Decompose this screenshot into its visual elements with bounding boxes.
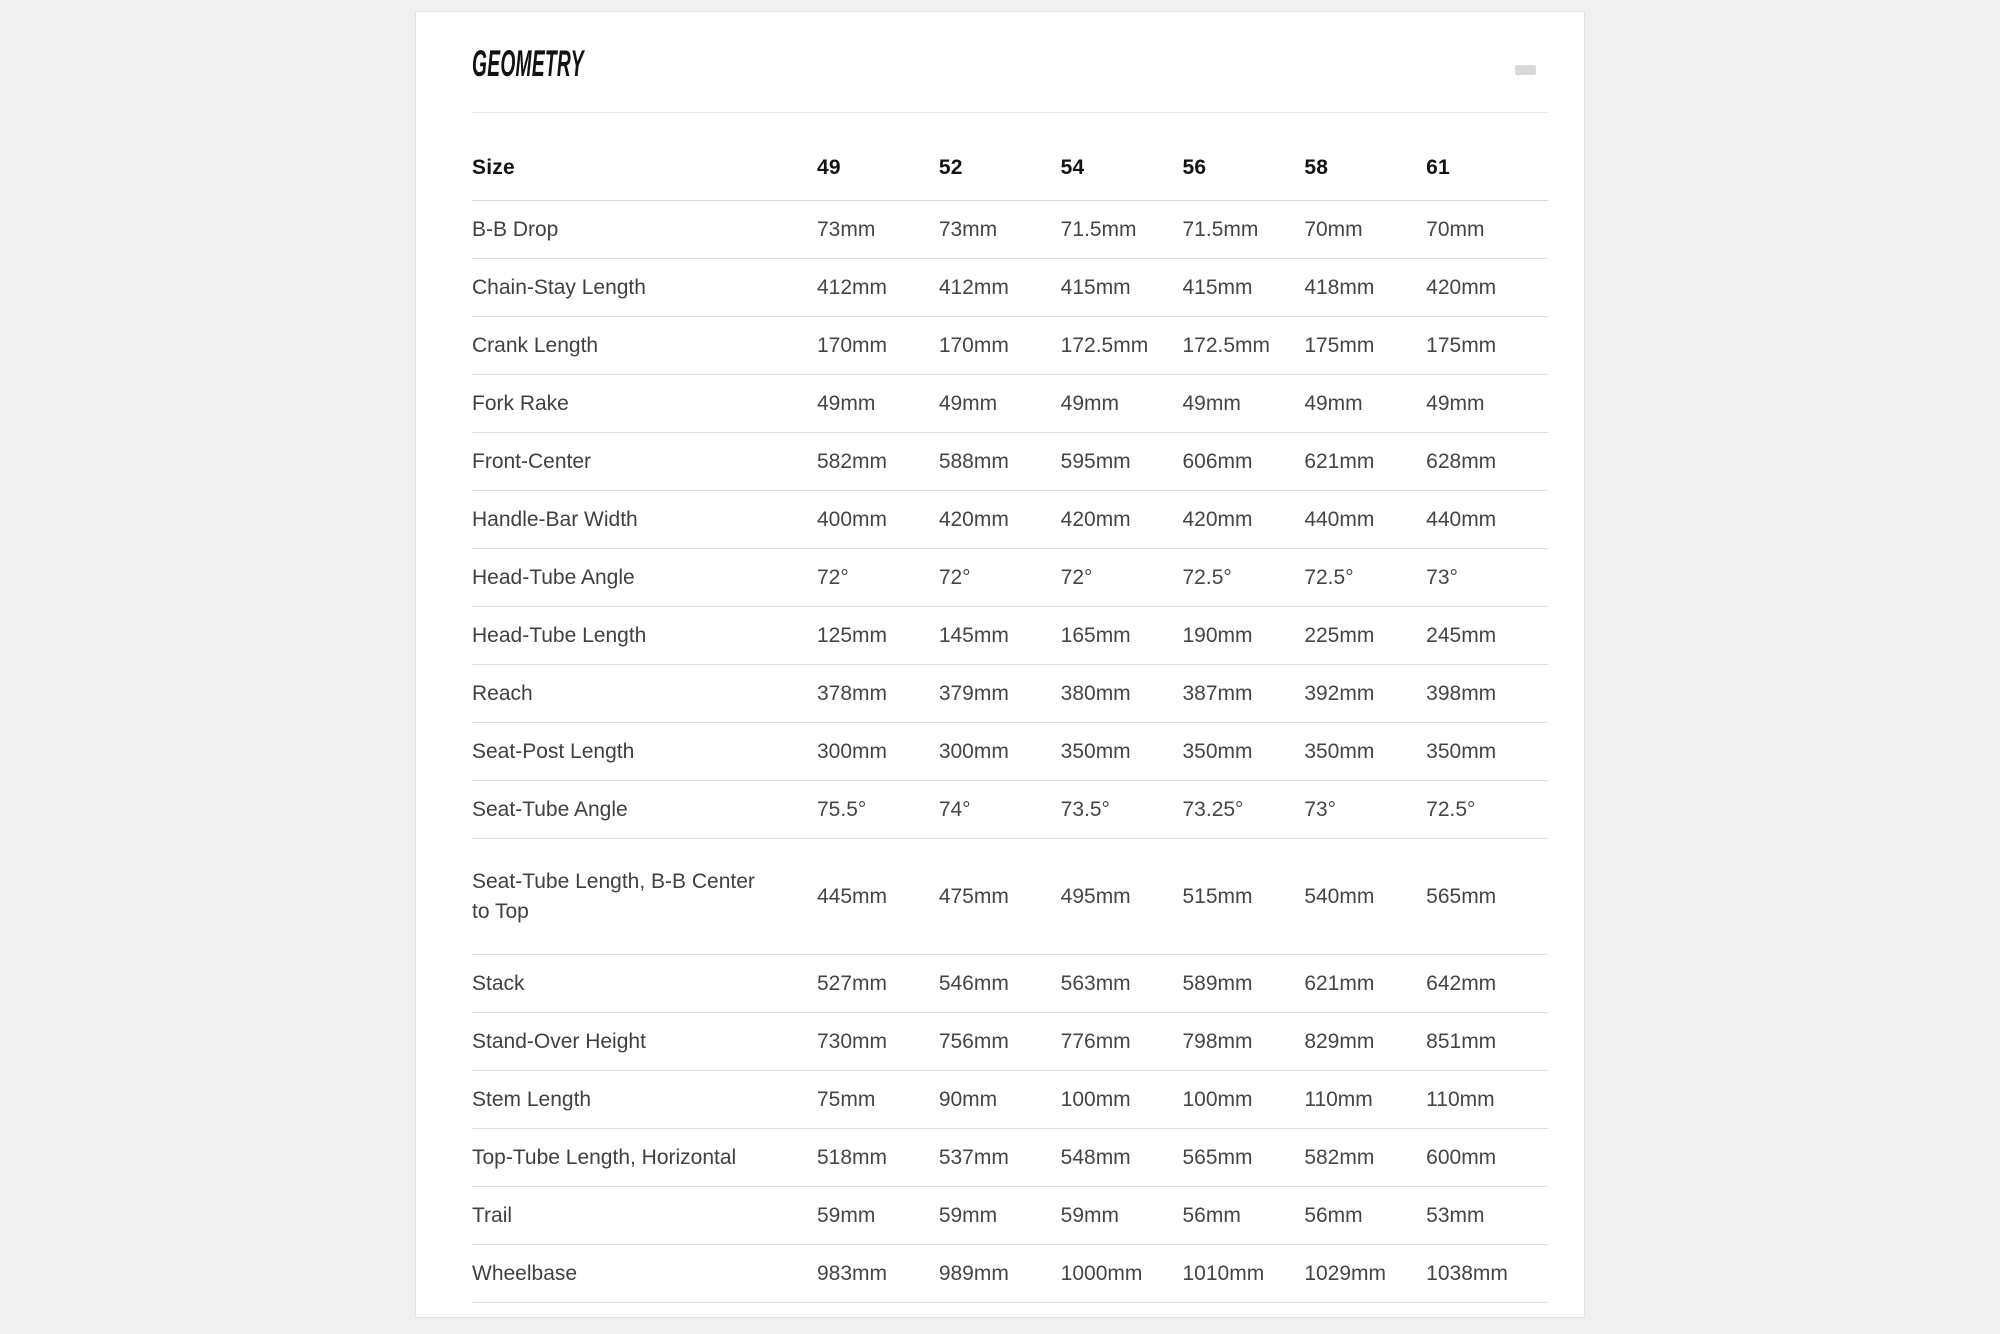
table-row [472, 1013, 1548, 1071]
cell-value: 72.5° [1426, 797, 1476, 821]
table-row [472, 723, 1548, 781]
cell-value: 989mm [938, 1261, 1009, 1285]
cell-value: 589mm [1182, 971, 1253, 995]
cell-value: 565mm [1182, 1145, 1253, 1169]
table-row [472, 607, 1548, 665]
cell-value: 172.5mm [1060, 333, 1149, 357]
table-row [472, 549, 1548, 607]
card-header [472, 12, 1548, 113]
cell-value: 1029mm [1304, 1261, 1387, 1285]
geometry-table [472, 113, 1548, 1303]
cell-value: 415mm [1182, 275, 1253, 299]
cell-value: 245mm [1426, 623, 1497, 647]
table-row [472, 839, 1548, 955]
column-header-size-value: 56 [1182, 156, 1207, 179]
cell-value: 378mm [817, 681, 888, 705]
cell-value: 445mm [817, 884, 888, 908]
cell-value: 379mm [938, 681, 1009, 705]
drag-handle-icon[interactable] [1515, 65, 1536, 75]
cell-value: 70mm [1426, 217, 1485, 241]
row-label: Stack [472, 971, 525, 995]
cell-value: 606mm [1182, 449, 1253, 473]
cell-value: 125mm [817, 623, 888, 647]
cell-value: 1010mm [1182, 1261, 1265, 1285]
cell-value: 350mm [1182, 739, 1253, 763]
cell-value: 398mm [1426, 681, 1497, 705]
column-header-size-value: 54 [1060, 156, 1085, 179]
cell-value: 588mm [938, 449, 1009, 473]
cell-value: 515mm [1182, 884, 1253, 908]
row-label: Seat-Tube Length, B-B Center to Top [472, 869, 755, 923]
cell-value: 642mm [1426, 971, 1497, 995]
row-label: Chain-Stay Length [472, 275, 646, 299]
cell-value: 90mm [938, 1087, 998, 1111]
table-row [472, 317, 1548, 375]
table-row [472, 375, 1548, 433]
row-label: Fork Rake [472, 391, 569, 415]
column-header-size-value: 58 [1304, 156, 1329, 179]
cell-value: 172.5mm [1182, 333, 1271, 357]
cell-value: 798mm [1182, 1029, 1253, 1053]
table-row [472, 433, 1548, 491]
table-row [472, 1245, 1548, 1303]
cell-value: 72.5° [1182, 565, 1232, 589]
cell-value: 53mm [1426, 1203, 1485, 1227]
cell-value: 73° [1426, 565, 1458, 589]
cell-value: 621mm [1304, 449, 1375, 473]
cell-value: 170mm [938, 333, 1009, 357]
row-label: B-B Drop [472, 217, 559, 241]
column-header-size-value: 49 [817, 156, 841, 179]
cell-value: 621mm [1304, 971, 1375, 995]
cell-value: 72° [1060, 565, 1093, 589]
cell-value: 74° [938, 797, 971, 821]
cell-value: 475mm [938, 884, 1009, 908]
cell-value: 59mm [938, 1203, 998, 1227]
cell-value: 440mm [1426, 507, 1497, 531]
cell-value: 400mm [817, 507, 888, 531]
cell-value: 582mm [1304, 1145, 1375, 1169]
row-label: Wheelbase [472, 1261, 578, 1285]
cell-value: 73mm [938, 217, 998, 241]
table-row [472, 955, 1548, 1013]
cell-value: 56mm [1182, 1203, 1241, 1227]
cell-value: 49mm [1426, 391, 1485, 415]
cell-value: 420mm [938, 507, 1009, 531]
cell-value: 565mm [1426, 884, 1497, 908]
cell-value: 546mm [938, 971, 1009, 995]
cell-value: 100mm [1182, 1087, 1253, 1111]
cell-value: 983mm [817, 1261, 888, 1285]
cell-value: 420mm [1182, 507, 1253, 531]
cell-value: 100mm [1060, 1087, 1131, 1111]
cell-value: 72.5° [1304, 565, 1354, 589]
cell-value: 73° [1304, 797, 1337, 821]
cell-value: 73.25° [1182, 797, 1244, 821]
cell-value: 537mm [938, 1145, 1009, 1169]
cell-value: 73mm [817, 217, 876, 241]
cell-value: 387mm [1182, 681, 1253, 705]
column-header-size-value: 52 [938, 156, 963, 179]
row-label: Stand-Over Height [472, 1029, 646, 1053]
row-label: Handle-Bar Width [472, 507, 638, 531]
cell-value: 350mm [1060, 739, 1131, 763]
column-header-size-value: 61 [1426, 156, 1450, 179]
row-label: Head-Tube Length [472, 623, 647, 647]
cell-value: 175mm [1426, 333, 1497, 357]
table-row [472, 201, 1548, 259]
cell-value: 412mm [938, 275, 1009, 299]
cell-value: 190mm [1182, 623, 1253, 647]
cell-value: 851mm [1426, 1029, 1497, 1053]
cell-value: 49mm [1304, 391, 1363, 415]
cell-value: 165mm [1060, 623, 1131, 647]
cell-value: 71.5mm [1060, 217, 1137, 241]
row-label: Stem Length [472, 1087, 592, 1111]
row-label: Top-Tube Length, Horizontal [472, 1145, 737, 1169]
table-row [472, 1129, 1548, 1187]
cell-value: 175mm [1304, 333, 1375, 357]
cell-value: 72° [817, 565, 849, 589]
row-label: Reach [472, 681, 533, 705]
table-header-row [472, 113, 1548, 201]
cell-value: 1038mm [1426, 1261, 1508, 1285]
cell-value: 582mm [817, 449, 888, 473]
cell-value: 70mm [1304, 217, 1363, 241]
cell-value: 595mm [1060, 449, 1131, 473]
table-row [472, 1187, 1548, 1245]
table-row [472, 1071, 1548, 1129]
cell-value: 518mm [817, 1145, 888, 1169]
cell-value: 1000mm [1060, 1261, 1143, 1285]
cell-value: 59mm [1060, 1203, 1120, 1227]
cell-value: 563mm [1060, 971, 1131, 995]
row-label: Seat-Tube Angle [472, 797, 628, 821]
cell-value: 415mm [1060, 275, 1131, 299]
section-title: GEOMETRY [472, 43, 584, 84]
cell-value: 145mm [938, 623, 1009, 647]
row-label: Crank Length [472, 333, 599, 357]
cell-value: 110mm [1304, 1087, 1373, 1111]
table-row [472, 491, 1548, 549]
cell-value: 300mm [817, 739, 888, 763]
cell-value: 420mm [1060, 507, 1131, 531]
cell-value: 829mm [1304, 1029, 1375, 1053]
cell-value: 495mm [1060, 884, 1131, 908]
cell-value: 71.5mm [1182, 217, 1259, 241]
cell-value: 49mm [1060, 391, 1120, 415]
table-row [472, 665, 1548, 723]
cell-value: 540mm [1304, 884, 1375, 908]
cell-value: 420mm [1426, 275, 1497, 299]
cell-value: 49mm [817, 391, 876, 415]
cell-value: 527mm [817, 971, 888, 995]
cell-value: 170mm [817, 333, 888, 357]
cell-value: 392mm [1304, 681, 1375, 705]
cell-value: 548mm [1060, 1145, 1131, 1169]
cell-value: 300mm [938, 739, 1009, 763]
table-row [472, 781, 1548, 839]
cell-value: 225mm [1304, 623, 1375, 647]
cell-value: 350mm [1426, 739, 1497, 763]
cell-value: 776mm [1060, 1029, 1131, 1053]
table-row [472, 259, 1548, 317]
cell-value: 72° [938, 565, 971, 589]
cell-value: 600mm [1426, 1145, 1497, 1169]
cell-value: 49mm [938, 391, 998, 415]
row-label: Front-Center [472, 449, 592, 473]
cell-value: 75mm [817, 1087, 876, 1111]
cell-value: 49mm [1182, 391, 1241, 415]
cell-value: 628mm [1426, 449, 1497, 473]
cell-value: 110mm [1426, 1087, 1495, 1111]
cell-value: 756mm [938, 1029, 1009, 1053]
cell-value: 730mm [817, 1029, 888, 1053]
cell-value: 418mm [1304, 275, 1375, 299]
cell-value: 440mm [1304, 507, 1375, 531]
cell-value: 75.5° [817, 797, 867, 821]
cell-value: 380mm [1060, 681, 1131, 705]
row-label: Seat-Post Length [472, 739, 635, 763]
cell-value: 73.5° [1060, 797, 1110, 821]
row-label: Trail [472, 1203, 513, 1227]
geometry-card [415, 11, 1585, 1318]
cell-value: 59mm [817, 1203, 876, 1227]
column-header-size: Size [472, 156, 515, 179]
cell-value: 350mm [1304, 739, 1375, 763]
cell-value: 56mm [1304, 1203, 1363, 1227]
row-label: Head-Tube Angle [472, 565, 635, 589]
cell-value: 412mm [817, 275, 888, 299]
